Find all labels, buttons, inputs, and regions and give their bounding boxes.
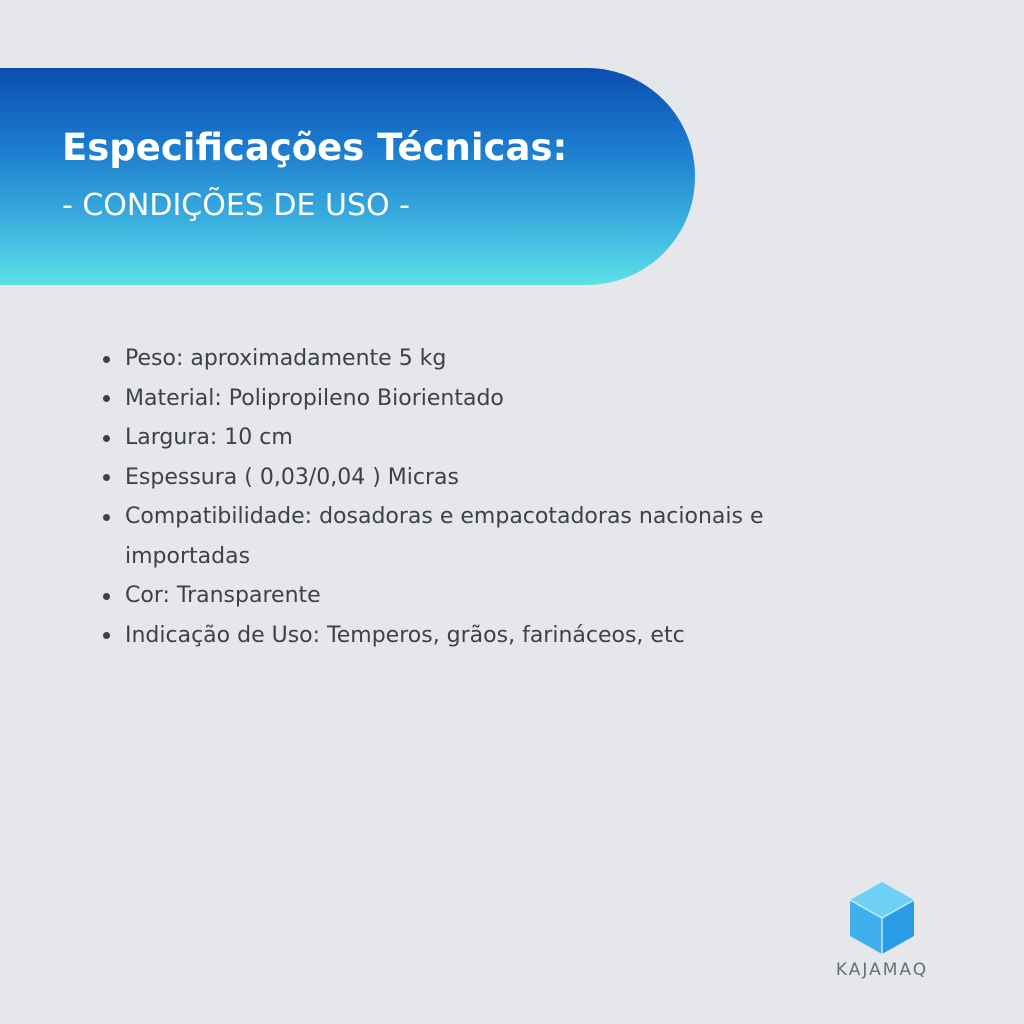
spec-text: Largura: 10 cm [125, 425, 293, 450]
list-item [100, 379, 880, 419]
list-item [100, 616, 880, 656]
bullet-icon [100, 458, 125, 498]
page-subtitle: - CONDIÇÕES DE USO - [62, 188, 410, 223]
list-item [100, 458, 880, 498]
spec-text: Peso: aproximadamente 5 kg [125, 346, 447, 371]
list-item [100, 497, 880, 576]
list-item [100, 339, 880, 379]
list-item [100, 418, 880, 458]
spec-list [100, 339, 880, 655]
brand-logo [820, 876, 944, 996]
spec-text: Indicação de Uso: Temperos, grãos, farináceos, etc [125, 622, 685, 648]
page-title: Especificações Técnicas: [62, 126, 568, 169]
list-item [100, 576, 880, 616]
bullet-icon [100, 339, 125, 379]
spec-text: Material: Polipropileno Biorientado [125, 385, 504, 411]
bullet-icon [100, 497, 125, 537]
bullet-icon [100, 379, 125, 419]
spec-text: Espessura ( 0,03/0,04 ) Micras [125, 464, 459, 490]
bullet-icon [100, 616, 125, 656]
bullet-icon [100, 576, 125, 616]
header-banner [0, 68, 695, 285]
spec-text: Cor: Transparente [125, 583, 321, 608]
cube-icon [848, 880, 916, 956]
spec-text: Compatibilidade: dosadoras e empacotadoras nacionais e importadas [125, 504, 764, 569]
bullet-icon [100, 418, 125, 458]
brand-name: KAJAMAQ [835, 960, 929, 980]
